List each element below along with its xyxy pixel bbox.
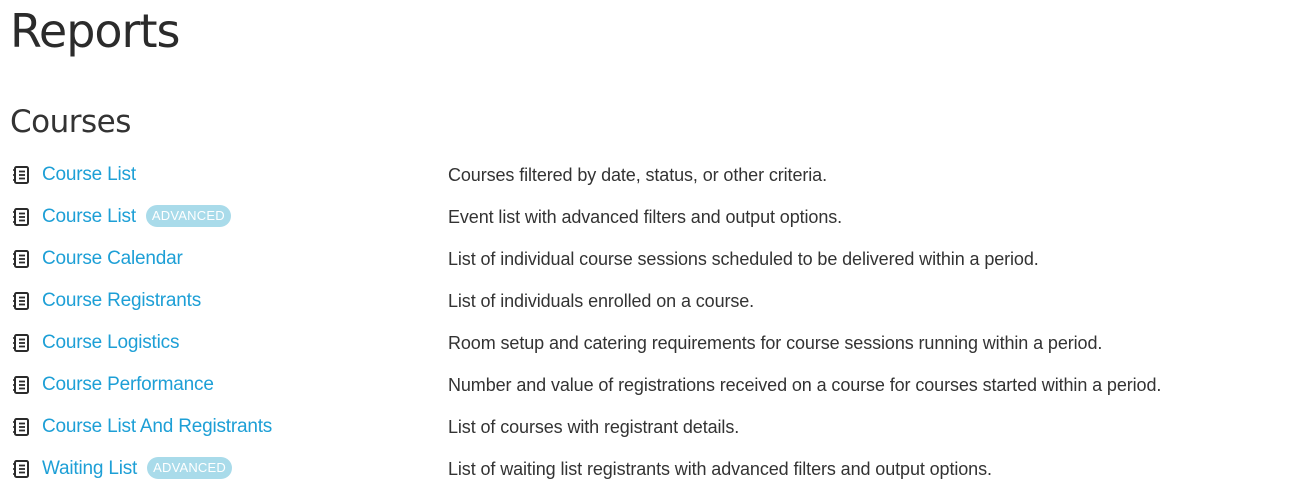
report-row <box>0 154 1308 196</box>
report-list-icon <box>13 460 30 478</box>
report-row <box>0 448 1308 490</box>
report-row <box>0 406 1308 448</box>
report-description: Courses filtered by date, status, or other criteria. <box>448 165 827 185</box>
report-link-label: Course List <box>42 164 136 185</box>
report-list-icon <box>13 208 30 226</box>
report-description: List of individual course sessions scheduled to be delivered within a period. <box>448 249 1039 269</box>
section-title-courses: Courses <box>10 104 131 140</box>
report-link-label: Course List And Registrants <box>42 416 273 437</box>
report-link-label: Course Calendar <box>42 248 183 269</box>
report-link-label: Course Registrants <box>42 290 202 311</box>
report-description: List of individuals enrolled on a course. <box>448 291 755 311</box>
report-list-icon <box>13 250 30 268</box>
report-description: List of waiting list registrants with advanced filters and output options. <box>448 459 992 479</box>
report-list-icon <box>13 334 30 352</box>
report-row <box>0 196 1308 238</box>
report-link-course-performance[interactable] <box>42 364 214 406</box>
report-description: List of courses with registrant details. <box>448 417 740 437</box>
report-link-course-registrants[interactable] <box>42 280 201 322</box>
report-row <box>0 364 1308 406</box>
report-link-course-list[interactable] <box>42 154 136 196</box>
report-link-label: Course Logistics <box>42 332 180 353</box>
report-link-course-list-and-registrants[interactable] <box>42 406 272 448</box>
report-link-label: Course Performance <box>42 374 214 395</box>
report-list-icon <box>13 166 30 184</box>
report-list-icon <box>13 292 30 310</box>
report-description: Room setup and catering requirements for course sessions running within a period. <box>448 333 1103 353</box>
advanced-badge: ADVANCED <box>146 205 231 227</box>
report-row <box>0 238 1308 280</box>
report-list-icon <box>13 376 30 394</box>
advanced-badge: ADVANCED <box>147 457 232 479</box>
report-description: Event list with advanced filters and output options. <box>448 207 843 227</box>
report-description: Number and value of registrations received on a course for courses started within a period. <box>448 375 1162 395</box>
report-link-label: Waiting List <box>42 458 138 479</box>
report-list-icon <box>13 418 30 436</box>
report-link-label: Course List <box>42 206 136 227</box>
report-row <box>0 322 1308 364</box>
report-link-waiting-list-advanced[interactable] <box>42 448 232 490</box>
report-link-course-list-advanced[interactable] <box>42 196 231 238</box>
report-link-course-calendar[interactable] <box>42 238 183 280</box>
report-link-course-logistics[interactable] <box>42 322 179 364</box>
report-list <box>0 154 1308 490</box>
page-title: Reports <box>10 4 180 58</box>
report-row <box>0 280 1308 322</box>
